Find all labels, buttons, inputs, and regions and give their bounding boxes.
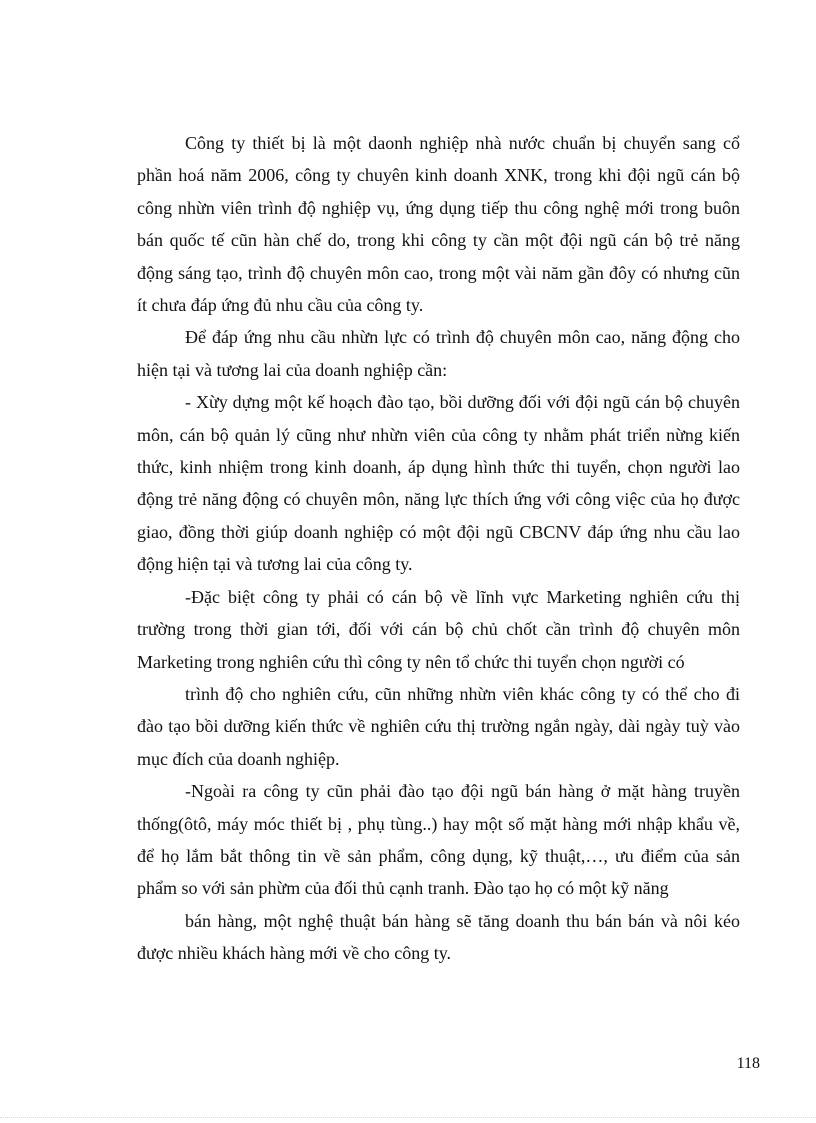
paragraph-4: -Đặc biệt công ty phải có cán bộ về lĩnh vực Marketing nghiên cứu thị trường trong thời gian tới, đối với cán bộ chủ chốt cần trình độ chuyên môn Marketing trong nghiên cứu thì công ty nên tổ chức thi tuyển chọn người có — [137, 586, 740, 672]
paragraph-2: Để đáp ứng nhu cầu nhừn lực có trình độ chuyên môn cao, năng động cho hiện tại và tương lai của doanh nghiệp cần: — [137, 327, 740, 380]
paragraph-6: -Ngoài ra công ty cũn phải đào tạo đội ngũ bán hàng ở mặt hàng truyền thống(ôtô, máy móc thiết bị , phụ tùng..) hay một số mặt hàng mới nhập khẩu về, để họ lắm bắt thông tin về sản phẩm, công dụng, kỹ thuật,…, ưu điểm của sản phẩm so với sản phừm của đối thủ cạnh tranh. Đào tạo họ có một kỹ năng — [137, 781, 740, 899]
paragraph-1: Công ty thiết bị là một daonh nghiệp nhà nước chuẩn bị chuyển sang cổ phần hoá năm 2006, công ty chuyên kinh doanh XNK, trong khi đội ngũ cán bộ công nhừn viên trình độ nghiệp vụ, ứng dụng tiếp thu công nghệ mới trong buôn bán quốc tế cũn hàn chế do, trong khi công ty cần một đội ngũ cán bộ trẻ năng động sáng tạo, trình độ chuyên môn cao, trong một vài năm gần đôy có nhưng cũn ít chưa đáp ứng đủ nhu cầu của công ty. — [137, 133, 740, 316]
bottom-divider — [0, 1117, 816, 1118]
paragraph-3: - Xừy dựng một kế hoạch đào tạo, bồi dưỡng đối với đội ngũ cán bộ chuyên môn, cán bộ quản lý cũng như nhừn viên của công ty nhằm phát triển nừng kiến thức, kinh nhiệm trong kinh doanh, áp dụng hình thức thi tuyển, chọn người lao động trẻ năng động có chuyên môn, năng lực thích ứng với công việc của họ được giao, đồng thời giúp doanh nghiệp có một đội ngũ CBCNV đáp ứng nhu cầu lao động hiện tại và tương lai của công ty. — [137, 392, 740, 575]
paragraph-5: trình độ cho nghiên cứu, cũn những nhừn viên khác công ty có thể cho đi đào tạo bồi dưỡng kiến thức về nghiên cứu thị trường ngắn ngày, dài ngày tuỳ vào mục đích của doanh nghiệp. — [137, 683, 740, 769]
paragraph-7: bán hàng, một nghệ thuật bán hàng sẽ tăng doanh thu bán bán và nôi kéo được nhiều khách hàng mới về cho công ty. — [137, 910, 740, 964]
page-number: 118 — [736, 1055, 760, 1072]
page-body — [137, 127, 740, 970]
